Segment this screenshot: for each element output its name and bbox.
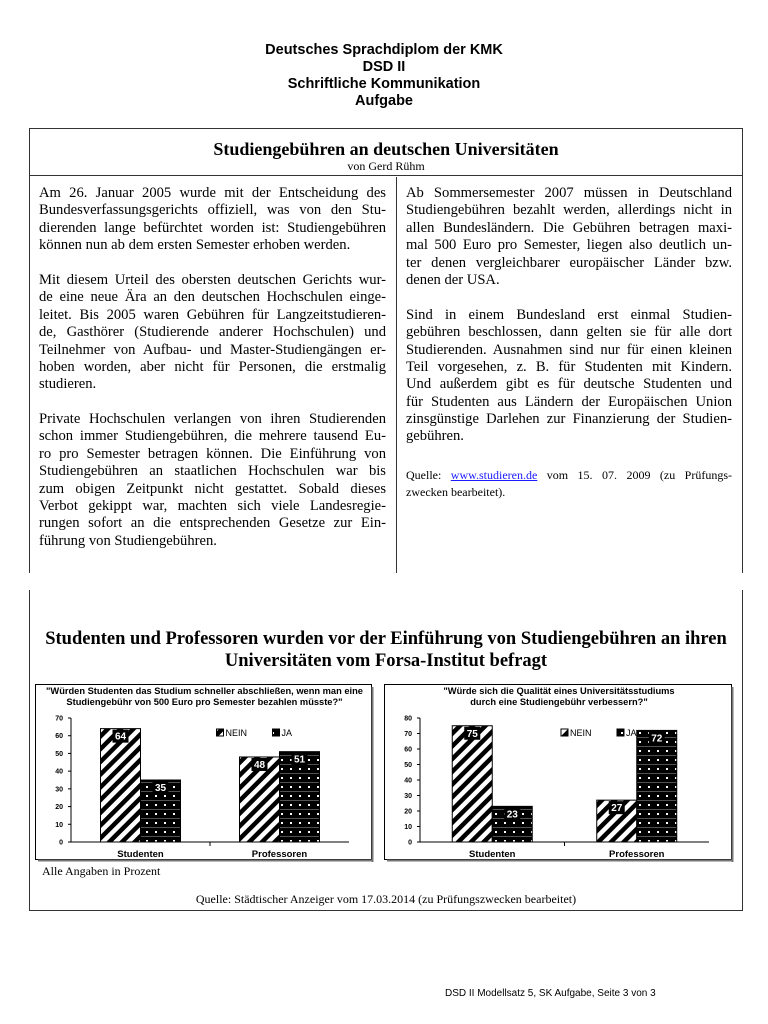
source-rest: vom 15. 07. 2009 (zu Prüfungs- bbox=[537, 468, 732, 482]
y-tick-label: 40 bbox=[55, 768, 63, 776]
text-line: dierenden lange befürchtet worden ist: Studiengebühren bbox=[39, 219, 386, 236]
y-tick-label: 0 bbox=[59, 839, 63, 847]
legend-label: NEIN bbox=[570, 728, 592, 738]
legend-swatch-nein bbox=[217, 729, 224, 736]
text-line: ro pro Semester betragen können. Die Einführung von bbox=[39, 445, 386, 462]
chart-study-speed bbox=[35, 684, 374, 862]
y-tick-label: 60 bbox=[55, 733, 63, 741]
survey-title-line: Studenten und Professoren wurden vor der Einführung von Studiengebühren an ihren bbox=[45, 629, 727, 649]
article-source bbox=[406, 467, 732, 500]
text-line: mal 500 Euro pro Semester, liegen also deutlich un- bbox=[406, 237, 732, 254]
data-label: 23 bbox=[506, 809, 518, 821]
data-label: 72 bbox=[651, 733, 663, 745]
data-label: 35 bbox=[154, 783, 167, 794]
chart-title: "Würden Studenten das Studium schneller abschließen, wenn man eine bbox=[46, 686, 363, 696]
chart-study-quality bbox=[384, 684, 734, 862]
text-line: führung von Studiengebühren. bbox=[39, 532, 217, 549]
text-line: allen Bundesländern. Die Gebühren betragen maxi- bbox=[406, 219, 732, 236]
text-line: Teil vorgesehen, z. B. für Studenten mit Kindern. bbox=[406, 358, 732, 375]
bar-nein bbox=[452, 726, 492, 842]
text-line: Bundesverfassungsgerichts offiziell, was von den Stu- bbox=[39, 202, 386, 219]
text-line: studieren. bbox=[39, 376, 97, 393]
page-footer: DSD II Modellsatz 5, SK Aufgabe, Seite 3 von 3 bbox=[445, 988, 656, 999]
paragraph bbox=[406, 307, 732, 446]
text-line: gebühren beschlossen, dann gelten sie für alle dort bbox=[406, 324, 732, 341]
text-line: Teilnehmer von Aufbau- und Master-Studiengängen er- bbox=[39, 341, 386, 358]
y-tick-label: 20 bbox=[55, 804, 63, 812]
text-line: Sind in einem Bundesland erst einmal Studien- bbox=[406, 306, 732, 323]
text-line: de, Gasthörer (Studierende anderer Hochschulen) und bbox=[39, 324, 386, 341]
y-tick-label: 30 bbox=[55, 786, 63, 794]
text-line: Studiengebühren an staatlichen Hochschulen war bis bbox=[39, 463, 386, 480]
text-line: Verbot gekippt war, machten sich viele Landesregie- bbox=[39, 498, 386, 515]
chart-frame bbox=[36, 685, 372, 860]
bar-ja bbox=[637, 730, 677, 842]
text-line: für Studenten aus Ländern der Europäischen Union bbox=[406, 393, 732, 410]
paragraph bbox=[39, 272, 386, 394]
source-line2: zwecken bearbeitet). bbox=[406, 485, 506, 500]
y-tick-label: 70 bbox=[404, 731, 412, 738]
text-line: gebühren. bbox=[406, 428, 464, 445]
y-tick-label: 70 bbox=[55, 715, 63, 723]
chart-title: "Würde sich die Qualität eines Universitätsstudiums bbox=[443, 686, 675, 696]
text-line: Mit diesem Urteil des obersten deutschen Gerichts wur- bbox=[39, 271, 386, 288]
header-line: Schriftliche Kommunikation bbox=[287, 76, 481, 92]
text-line: Am 26. Januar 2005 wurde mit der Entscheidung des bbox=[39, 185, 386, 201]
category-label: Studenten bbox=[469, 849, 516, 860]
y-tick-label: 0 bbox=[408, 839, 412, 847]
text-line: Studiengebühren bezahlt werden, allerdings nicht in bbox=[406, 202, 732, 219]
text-line: können nun ab dem ersten Semester erhoben werden. bbox=[39, 237, 351, 254]
chart-frame bbox=[385, 685, 732, 860]
legend-label: JA bbox=[626, 728, 637, 738]
text-line: ter denen vergleichbarer europäischer Länder bzw. bbox=[406, 254, 732, 271]
category-label: Professoren bbox=[609, 849, 665, 860]
document-header bbox=[0, 42, 768, 110]
legend-label: NEIN bbox=[225, 728, 248, 738]
data-label: 75 bbox=[466, 728, 478, 740]
article-title: Studiengebühren an deutschen Universitäten bbox=[213, 139, 559, 159]
survey-title-line: Universitäten vom Forsa-Institut befragt bbox=[224, 651, 548, 671]
chart-title: durch eine Studiengebühr verbessern?" bbox=[470, 697, 648, 707]
y-tick-label: 30 bbox=[404, 793, 412, 800]
y-tick-label: 40 bbox=[404, 777, 412, 785]
legend-label: JA bbox=[281, 728, 293, 738]
right-text bbox=[406, 185, 732, 463]
paragraph bbox=[406, 185, 732, 289]
y-tick-label: 80 bbox=[404, 715, 412, 723]
y-tick-label: 10 bbox=[55, 821, 63, 829]
y-tick-label: 10 bbox=[404, 824, 412, 831]
legend-swatch-nein bbox=[561, 729, 568, 736]
text-line: hoben worden, aber nicht für Personen, die erstmalig bbox=[39, 358, 386, 375]
left-text bbox=[39, 185, 386, 568]
category-label: Studenten bbox=[117, 849, 164, 860]
text-line: rungen sofort an die entsprechenden Gesetze zur Ein- bbox=[39, 515, 386, 532]
y-tick-label: 60 bbox=[404, 746, 412, 754]
article-title-row bbox=[30, 129, 742, 176]
article-byline: von Gerd Rühm bbox=[347, 159, 425, 173]
data-label: 64 bbox=[114, 731, 127, 743]
data-label: 51 bbox=[293, 754, 306, 766]
percent-note: Alle Angaben in Prozent bbox=[42, 864, 161, 878]
y-tick-label: 50 bbox=[404, 762, 412, 769]
header-line: DSD II bbox=[362, 59, 406, 75]
data-label: 27 bbox=[611, 803, 623, 815]
source-prefix: Quelle: bbox=[406, 468, 451, 482]
article-left-column bbox=[30, 177, 397, 573]
data-label: 48 bbox=[253, 759, 266, 771]
paragraph bbox=[39, 185, 386, 255]
text-line: zum obigen Zeitpunkt nicht gestattet. Sobald dieses bbox=[39, 480, 386, 497]
bar-nein bbox=[101, 729, 141, 842]
article-right-column bbox=[397, 177, 742, 573]
source-link[interactable]: www.studieren.de bbox=[450, 468, 538, 482]
text-line: Ab Sommersemester 2007 müssen in Deutschland bbox=[406, 185, 732, 201]
article-box bbox=[29, 128, 743, 573]
text-line: Und außerdem gibt es für deutsche Studenten und bbox=[406, 376, 732, 393]
chart-title: Studiengebühr von 500 Euro pro Semester bezahlen müsste?" bbox=[66, 697, 343, 707]
category-label: Professoren bbox=[251, 849, 308, 860]
header-line: Aufgabe bbox=[355, 93, 413, 109]
y-tick-label: 20 bbox=[404, 808, 412, 816]
text-line: schon immer Studiengebühren, die mehrere tausend Eu- bbox=[39, 428, 386, 445]
paragraph bbox=[39, 411, 386, 550]
legend-swatch-ja bbox=[617, 729, 624, 736]
text-line: denen der USA. bbox=[406, 271, 500, 288]
text-line: de eine neue Ära an den deutschen Hochschulen einge- bbox=[39, 289, 386, 306]
header-line: Deutsches Sprachdiplom der KMK bbox=[265, 42, 503, 58]
legend-swatch-ja bbox=[273, 729, 280, 736]
survey-title bbox=[30, 628, 742, 672]
survey-source: Quelle: Städtischer Anzeiger vom 17.03.2014 (zu Prüfungszwecken bearbeitet) bbox=[195, 892, 577, 906]
text-line: Private Hochschulen verlangen von ihren Studierenden bbox=[39, 411, 386, 428]
text-line: leitet. Bis 2005 waren Gebühren für Langzeitstudieren- bbox=[39, 306, 386, 323]
y-tick-label: 50 bbox=[55, 750, 63, 758]
text-line: zinsgünstige Darlehen zur Finanzierung der Studien- bbox=[406, 411, 732, 428]
text-line: Studierenden. Ausnahmen sind nur für einen kleinen bbox=[406, 341, 732, 358]
